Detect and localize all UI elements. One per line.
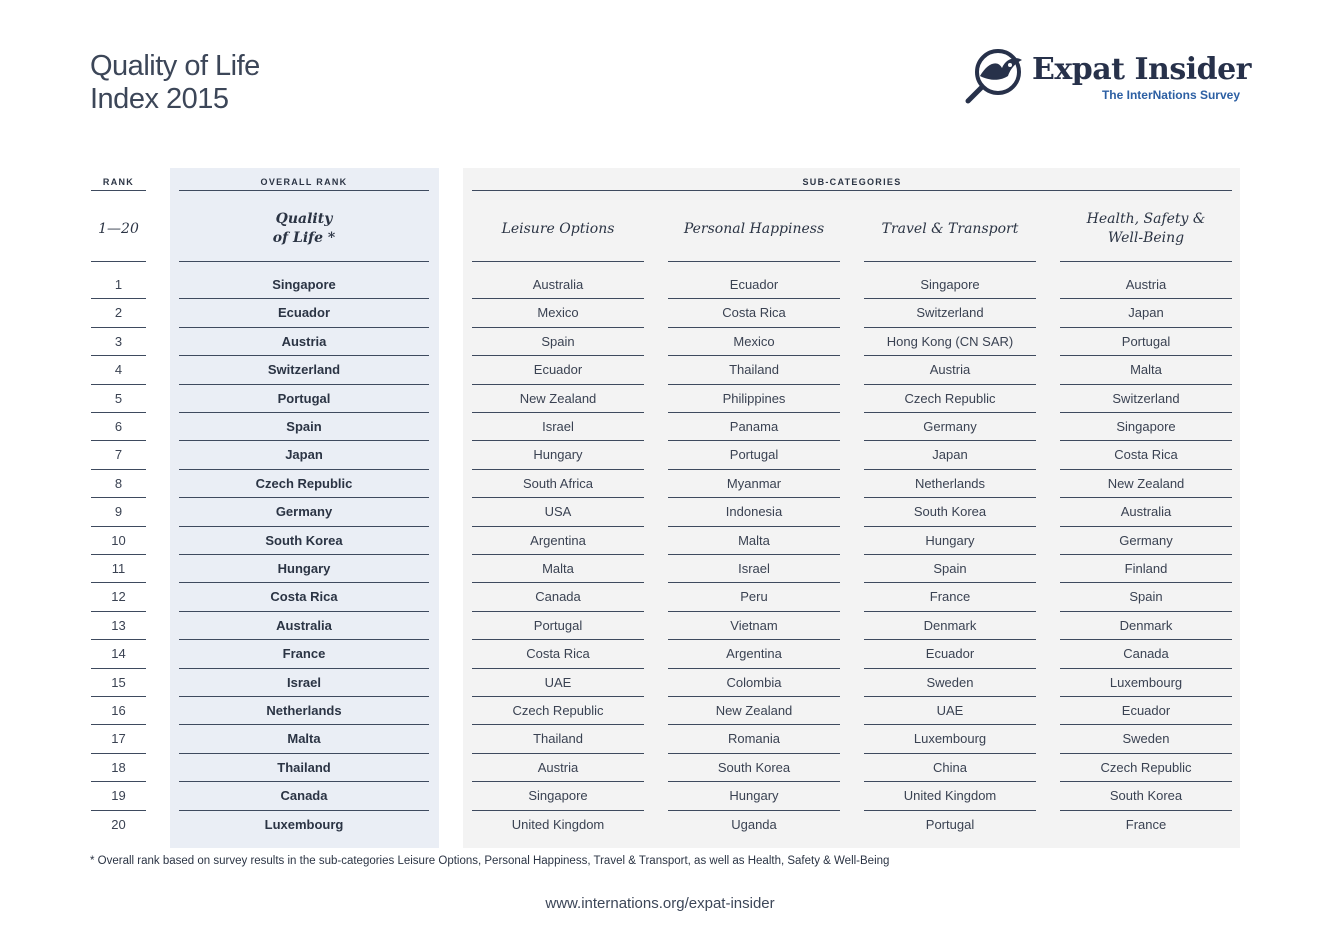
cell-happiness: South Korea (668, 754, 840, 782)
table-row (0, 328, 1320, 356)
table-row (0, 782, 1320, 810)
cell-travel: Sweden (864, 669, 1036, 697)
cell-happiness: Indonesia (668, 498, 840, 526)
table-row (0, 725, 1320, 753)
logo-tagline: The InterNations Survey (1101, 88, 1240, 102)
cell-happiness: Hungary (668, 782, 840, 810)
cell-health: Japan (1060, 299, 1232, 327)
subcategories-header-rule (472, 190, 1232, 191)
cell-rank: 5 (91, 385, 146, 413)
cell-overall: Japan (179, 441, 429, 469)
table-row (0, 527, 1320, 555)
cell-overall: Germany (179, 498, 429, 526)
cell-health: France (1125, 816, 1167, 832)
cell-health: Finland (1060, 555, 1232, 583)
cell-overall: Spain (179, 413, 429, 441)
subcategories-header: SUB-CATEGORIES (802, 177, 902, 187)
table-row (0, 356, 1320, 384)
cell-health: Sweden (1060, 725, 1232, 753)
cell-happiness: Israel (668, 555, 840, 583)
cell-happiness: Malta (668, 527, 840, 555)
cell-happiness: Argentina (668, 640, 840, 668)
table-row (0, 669, 1320, 697)
table-row (0, 754, 1320, 782)
cell-rank: 2 (91, 299, 146, 327)
cell-travel: Germany (864, 413, 1036, 441)
cell-rank: 6 (91, 413, 146, 441)
cell-happiness: Colombia (668, 669, 840, 697)
cell-rank: 11 (91, 555, 146, 583)
table-row (0, 697, 1320, 725)
cell-rank: 4 (91, 356, 146, 384)
table-row (0, 555, 1320, 583)
cell-happiness: Thailand (668, 356, 840, 384)
cell-happiness: Uganda (731, 816, 777, 832)
health-column-rule (1060, 261, 1232, 262)
cell-travel: France (864, 583, 1036, 611)
cell-travel: Denmark (864, 612, 1036, 640)
rank-header-rule (91, 190, 146, 191)
expat-insider-logo (962, 46, 1251, 106)
cell-health: Austria (1060, 271, 1232, 299)
cell-leisure: Canada (472, 583, 644, 611)
cell-happiness: Peru (668, 583, 840, 611)
cell-overall: Israel (179, 669, 429, 697)
cell-overall: Austria (179, 328, 429, 356)
cell-overall: Singapore (179, 271, 429, 299)
cell-rank: 13 (91, 612, 146, 640)
cell-leisure: United Kingdom (511, 816, 605, 832)
cell-overall: South Korea (179, 527, 429, 555)
cell-happiness: Myanmar (668, 470, 840, 498)
cell-leisure: USA (472, 498, 644, 526)
cell-overall: Netherlands (179, 697, 429, 725)
cell-rank: 14 (91, 640, 146, 668)
table-row (0, 811, 1320, 839)
cell-travel: Netherlands (864, 470, 1036, 498)
table-row (0, 498, 1320, 526)
cell-rank: 10 (91, 527, 146, 555)
cell-travel: UAE (864, 697, 1036, 725)
magnifier-bird-icon (962, 46, 1030, 106)
cell-overall: Switzerland (179, 356, 429, 384)
cell-happiness: Vietnam (668, 612, 840, 640)
cell-health: Switzerland (1060, 385, 1232, 413)
cell-health: New Zealand (1060, 470, 1232, 498)
table-row (0, 612, 1320, 640)
happiness-column-rule (668, 261, 840, 262)
cell-travel: Singapore (864, 271, 1036, 299)
cell-rank: 7 (91, 441, 146, 469)
cell-overall: Australia (179, 612, 429, 640)
cell-happiness: Ecuador (668, 271, 840, 299)
cell-health: Costa Rica (1060, 441, 1232, 469)
cell-travel: Czech Republic (864, 385, 1036, 413)
health-header-line-1: Health, Safety & (1086, 211, 1206, 227)
cell-health: Singapore (1060, 413, 1232, 441)
cell-travel: Portugal (925, 816, 975, 832)
health-header-line-2: Well-Being (1107, 230, 1185, 246)
cell-overall: Hungary (179, 555, 429, 583)
cell-rank: 1 (91, 271, 146, 299)
cell-rank: 15 (91, 669, 146, 697)
table-row (0, 470, 1320, 498)
cell-leisure: Austria (472, 754, 644, 782)
cell-health: Luxembourg (1060, 669, 1232, 697)
cell-travel: Spain (864, 555, 1036, 583)
cell-leisure: Australia (472, 271, 644, 299)
page-title (90, 50, 260, 116)
cell-rank: 16 (91, 697, 146, 725)
cell-rank: 12 (91, 583, 146, 611)
cell-happiness: New Zealand (668, 697, 840, 725)
leisure-options-header: Leisure Options (501, 221, 615, 237)
cell-rank: 3 (91, 328, 146, 356)
cell-leisure: Costa Rica (472, 640, 644, 668)
cell-leisure: Portugal (472, 612, 644, 640)
personal-happiness-header: Personal Happiness (683, 221, 825, 237)
health-safety-header (1060, 210, 1232, 248)
cell-leisure: Thailand (472, 725, 644, 753)
rank-header: RANK (102, 177, 135, 187)
logo-name: Expat Insider (1032, 52, 1251, 87)
title-line-2: Index 2015 (90, 83, 229, 115)
cell-rank: 9 (91, 498, 146, 526)
cell-overall: Canada (179, 782, 429, 810)
cell-overall: Costa Rica (179, 583, 429, 611)
cell-leisure: Czech Republic (472, 697, 644, 725)
cell-travel: Austria (864, 356, 1036, 384)
cell-health: Denmark (1060, 612, 1232, 640)
cell-happiness: Philippines (668, 385, 840, 413)
cell-overall: Czech Republic (179, 470, 429, 498)
cell-travel: United Kingdom (864, 782, 1036, 810)
rank-range: 1—20 (98, 221, 139, 237)
cell-travel: Hungary (864, 527, 1036, 555)
cell-leisure: Singapore (472, 782, 644, 810)
cell-health: Australia (1060, 498, 1232, 526)
leisure-column-rule (472, 261, 644, 262)
cell-health: Canada (1060, 640, 1232, 668)
overall-header-rule (179, 190, 429, 191)
cell-travel: China (864, 754, 1036, 782)
cell-travel: South Korea (864, 498, 1036, 526)
cell-rank: 19 (91, 782, 146, 810)
cell-travel: Luxembourg (864, 725, 1036, 753)
table-row (0, 413, 1320, 441)
cell-overall: France (179, 640, 429, 668)
cell-rank: 18 (91, 754, 146, 782)
cell-travel: Switzerland (864, 299, 1036, 327)
cell-leisure: Spain (472, 328, 644, 356)
cell-leisure: Israel (472, 413, 644, 441)
cell-health: Czech Republic (1060, 754, 1232, 782)
table-row (0, 299, 1320, 327)
cell-happiness: Panama (668, 413, 840, 441)
cell-leisure: Argentina (472, 527, 644, 555)
cell-travel: Ecuador (864, 640, 1036, 668)
website-url: www.internations.org/expat-insider (545, 895, 775, 912)
cell-leisure: UAE (472, 669, 644, 697)
overall-rank-header: OVERALL RANK (260, 177, 348, 187)
table-row (0, 441, 1320, 469)
cell-overall: Thailand (179, 754, 429, 782)
cell-travel: Japan (864, 441, 1036, 469)
cell-overall: Ecuador (179, 299, 429, 327)
cell-overall: Malta (179, 725, 429, 753)
table-row (0, 583, 1320, 611)
cell-health: Ecuador (1060, 697, 1232, 725)
table-row (0, 385, 1320, 413)
overall-column-rule (179, 261, 429, 262)
cell-leisure: South Africa (472, 470, 644, 498)
quality-of-life-column-header (179, 210, 429, 248)
cell-happiness: Costa Rica (668, 299, 840, 327)
title-line-1: Quality of Life (90, 50, 260, 82)
overall-column-line-2: of Life * (272, 230, 336, 246)
cell-leisure: New Zealand (472, 385, 644, 413)
cell-overall: Luxembourg (264, 816, 344, 832)
cell-health: Germany (1060, 527, 1232, 555)
cell-overall: Portugal (179, 385, 429, 413)
rank-column-rule (91, 261, 146, 262)
cell-rank: 17 (91, 725, 146, 753)
cell-happiness: Romania (668, 725, 840, 753)
cell-health: Spain (1060, 583, 1232, 611)
cell-health: Portugal (1060, 328, 1232, 356)
cell-leisure: Ecuador (472, 356, 644, 384)
travel-column-rule (864, 261, 1036, 262)
cell-travel: Hong Kong (CN SAR) (864, 328, 1036, 356)
footnote: * Overall rank based on survey results in the sub-categories Leisure Options, Personal Happiness, Travel & Transport, as well as Health, Safety & Well-Being (90, 855, 890, 867)
cell-health: Malta (1060, 356, 1232, 384)
overall-column-line-1: Quality (275, 211, 333, 227)
cell-happiness: Portugal (668, 441, 840, 469)
table-row (0, 640, 1320, 668)
table-row (0, 271, 1320, 299)
travel-transport-header: Travel & Transport (881, 221, 1019, 237)
cell-leisure: Hungary (472, 441, 644, 469)
cell-rank: 8 (91, 470, 146, 498)
cell-happiness: Mexico (668, 328, 840, 356)
cell-rank: 20 (111, 816, 126, 832)
cell-health: South Korea (1060, 782, 1232, 810)
cell-leisure: Mexico (472, 299, 644, 327)
cell-leisure: Malta (472, 555, 644, 583)
